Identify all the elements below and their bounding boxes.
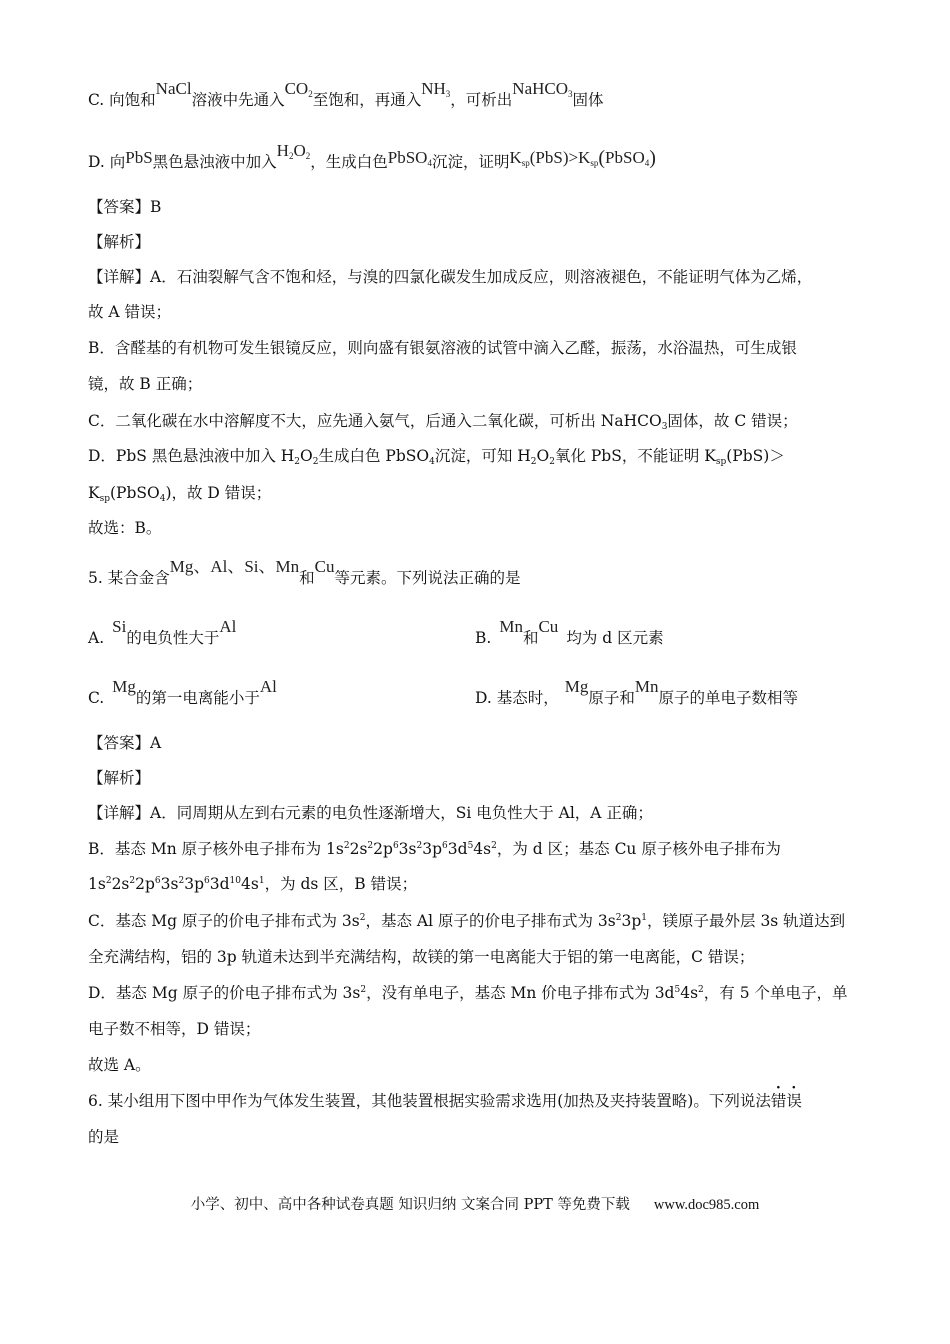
q5-detail-d-line1 xyxy=(88,986,848,1002)
superscript: 5 xyxy=(467,841,474,851)
text: 3p xyxy=(621,912,642,930)
text: 沉淀，可知 H xyxy=(434,447,531,465)
formula-part: O xyxy=(293,141,306,160)
footer-url: www.doc985.com xyxy=(653,1197,760,1213)
text: D．PbS 黑色悬浊液中加入 H xyxy=(88,447,295,465)
page-footer xyxy=(0,1193,950,1214)
text: 3d xyxy=(447,840,468,858)
text: 4s xyxy=(473,840,492,858)
emphasis-char: 误 xyxy=(786,1092,802,1110)
text: 生成白色 PbSO xyxy=(318,447,430,465)
q4-conclusion: 故选：B。 xyxy=(88,519,162,537)
superscript: 2 xyxy=(178,876,185,886)
subscript: 2 xyxy=(530,457,537,467)
footer-text: 小学、初中、高中各种试卷真题 知识归纳 文案合同 PPT 等免费下载 xyxy=(190,1197,630,1213)
superscript: 5 xyxy=(674,985,681,995)
text: ，为 d 区；基态 Cu 原子核外电子排布为 xyxy=(496,840,781,858)
text: 3d xyxy=(209,875,230,893)
text: 均为 d 区元素 xyxy=(566,629,664,647)
text: O xyxy=(536,447,550,465)
text: 原子和 xyxy=(588,689,635,707)
formula-al: Al xyxy=(219,617,237,636)
text: D. 向 xyxy=(88,153,126,171)
text: 3s xyxy=(160,875,179,893)
text: 至饱和，再通入 xyxy=(312,91,422,109)
q6-stem-line2: 的是 xyxy=(88,1128,120,1146)
subscript: 2 xyxy=(305,151,311,161)
q4-detail-a-line1: 【详解】A．石油裂解气含不饱和烃，与溴的四氯化碳发生加成反应，则溶液褪色，不能证明气体为乙烯， xyxy=(88,268,813,286)
formula-cu: Cu xyxy=(314,557,335,576)
text: 5. 某合金含 xyxy=(88,569,170,587)
formula-part: CO xyxy=(284,79,309,98)
text: 沉淀，证明 xyxy=(431,153,510,171)
text: 3p xyxy=(184,875,205,893)
text: 1s xyxy=(88,875,106,893)
superscript: 2 xyxy=(491,841,497,851)
text: 氧化 PbS，不能证明 K xyxy=(554,447,716,465)
text: 4s xyxy=(680,984,699,1002)
text: D. 基态时， xyxy=(475,689,559,707)
text: 固体 xyxy=(572,91,604,109)
formula-al: Al xyxy=(259,677,277,696)
superscript: 2 xyxy=(416,841,423,851)
superscript: 2 xyxy=(367,841,374,851)
superscript: 2 xyxy=(698,985,704,995)
q4-detail-a-line2: 故 A 错误； xyxy=(88,303,172,321)
q5-detail-a: 【详解】A．同周期从左到右元素的电负性逐渐增大，Si 电负性大于 Al，A 正确； xyxy=(88,804,653,822)
formula-part: (PbS)>K xyxy=(529,148,591,167)
q4-jiexi: 【解析】 xyxy=(88,233,151,251)
formula-pbs: PbS xyxy=(125,148,153,167)
text: 固体，故 C 错误； xyxy=(667,412,798,430)
text: ，没有单电子，基态 Mn 价电子排布式为 3d xyxy=(366,984,675,1002)
text: B．基态 Mn 原子核外电子排布为 1s xyxy=(88,840,344,858)
q5-option-d xyxy=(475,677,799,707)
text: D．基态 Mg 原子的价电子排布式为 3s xyxy=(88,984,361,1002)
superscript: 10 xyxy=(229,876,241,886)
text: 溶液中先通入 xyxy=(191,91,285,109)
formula-pbso4 xyxy=(388,148,432,167)
q5-stem xyxy=(88,557,521,587)
text: C．二氧化碳在水中溶解度不大，应先通入氨气，后通入二氧化碳，可析出 NaHCO xyxy=(88,412,662,430)
formula-part: NaHCO xyxy=(512,79,569,98)
q4-detail-d-line1 xyxy=(88,449,785,465)
subscript: 2 xyxy=(312,457,319,467)
text: 3s xyxy=(398,840,417,858)
q5-detail-b-line1 xyxy=(88,842,781,858)
formula-part: PbSO xyxy=(387,148,428,167)
superscript: 2 xyxy=(360,985,367,995)
q5-option-c xyxy=(88,677,277,707)
formula-mn: Mn xyxy=(634,677,659,696)
formula-part: K xyxy=(509,148,522,167)
text: 3p xyxy=(422,840,443,858)
subscript: 2 xyxy=(294,457,301,467)
text: C. 向饱和 xyxy=(88,91,156,109)
text: 的第一电离能小于 xyxy=(135,689,260,707)
q4-detail-d-line2 xyxy=(88,486,271,502)
formula-part: NH xyxy=(421,79,446,98)
formula-elements: Mg、Al、Si、Mn xyxy=(169,557,300,576)
text: ，基态 Al 原子的价电子排布式为 3s xyxy=(365,912,616,930)
q5-option-a xyxy=(88,617,237,647)
text: 的电负性大于 xyxy=(126,629,220,647)
formula-mg: Mg xyxy=(564,677,589,696)
text: ，有 5 个单电子，单 xyxy=(703,984,848,1002)
text: 2s xyxy=(349,840,368,858)
superscript: 6 xyxy=(392,841,399,851)
formula-part: H xyxy=(276,141,289,160)
q5-detail-b-line2 xyxy=(88,877,417,893)
formula-mg: Mg xyxy=(112,677,136,696)
superscript: 2 xyxy=(129,876,136,886)
q6-stem-line1 xyxy=(88,1094,802,1110)
text: 原子的单电子数相等 xyxy=(658,689,799,707)
text: ，为 ds 区，B 错误； xyxy=(264,875,418,893)
subscript: 4 xyxy=(427,158,432,168)
text: 2s xyxy=(111,875,130,893)
text: ，可析出 xyxy=(450,91,513,109)
q5-option-b xyxy=(475,617,664,647)
superscript: 6 xyxy=(204,876,210,886)
paren: ) xyxy=(649,147,656,169)
text: A. xyxy=(88,629,105,647)
text: C．基态 Mg 原子的价电子排布式为 3s xyxy=(88,912,360,930)
text: ，镁原子最外层 3s 轨道达到 xyxy=(647,912,846,930)
q4-detail-b-line2: 镜，故 B 正确； xyxy=(88,375,203,393)
subscript: 3 xyxy=(661,422,668,432)
q5-jiexi: 【解析】 xyxy=(88,769,151,787)
text: 和 xyxy=(522,629,539,647)
formula-ksp-compare xyxy=(509,148,655,167)
text: B. xyxy=(475,629,492,647)
text: )，故 D 错误； xyxy=(165,484,272,502)
text: K xyxy=(88,484,100,502)
subscript: sp xyxy=(590,158,599,168)
subscript: 2 xyxy=(549,457,555,467)
q4-option-c xyxy=(88,79,604,109)
formula-h2o2 xyxy=(277,141,311,160)
text: ，生成白色 xyxy=(310,153,388,171)
subscript: 2 xyxy=(288,151,294,161)
q5-detail-c-line2: 全充满结构，铝的 3p 轨道未达到半充满结构，故镁的第一电离能大于铝的第一电离能，C 错误； xyxy=(88,948,755,966)
text: 等元素。下列说法正确的是 xyxy=(334,569,521,587)
formula-cu: Cu xyxy=(538,617,559,636)
superscript: 2 xyxy=(615,913,622,923)
q5-answer: 【答案】A xyxy=(88,734,162,752)
superscript: 2 xyxy=(359,913,366,923)
paren: ( xyxy=(598,147,606,169)
superscript: 1 xyxy=(258,876,265,886)
q5-conclusion: 故选 A。 xyxy=(88,1056,151,1074)
text: 2p xyxy=(373,840,393,858)
subscript: 4 xyxy=(644,158,650,168)
q5-detail-d-line2: 电子数不相等，D 错误； xyxy=(88,1020,261,1038)
subscript: sp xyxy=(521,158,530,168)
text: 黑色悬浊液中加入 xyxy=(152,153,277,171)
q5-detail-c-line1 xyxy=(88,914,845,930)
formula-nh3 xyxy=(421,79,450,98)
emphasis-char: 错 xyxy=(770,1092,787,1110)
superscript: 6 xyxy=(154,876,161,886)
text: 2p xyxy=(135,875,155,893)
subscript: sp xyxy=(99,494,110,504)
text: (PbS)＞ xyxy=(726,447,785,465)
text: O xyxy=(300,447,313,465)
q4-answer: 【答案】B xyxy=(88,198,162,216)
formula-part: PbSO xyxy=(605,148,645,167)
subscript: 4 xyxy=(429,457,435,467)
text: 6. 某小组用下图中甲作为气体发生装置，其他装置根据实验需求选用(加热及夹持装置略)。下列说法 xyxy=(88,1092,771,1110)
subscript: 3 xyxy=(568,89,573,99)
text: (PbSO xyxy=(109,484,160,502)
subscript: 4 xyxy=(159,494,166,504)
text: C. xyxy=(88,689,105,707)
text: 和 xyxy=(299,569,315,587)
q4-detail-c xyxy=(88,414,798,430)
formula-si: Si xyxy=(112,617,127,636)
superscript: 2 xyxy=(343,841,350,851)
formula-nacl: NaCl xyxy=(155,79,192,98)
formula-mn: Mn xyxy=(499,617,523,636)
superscript: 2 xyxy=(105,876,112,886)
subscript: sp xyxy=(715,457,727,467)
formula-co2 xyxy=(285,79,313,98)
text: 4s xyxy=(241,875,259,893)
superscript: 1 xyxy=(641,913,648,923)
formula-nahco3 xyxy=(512,79,572,98)
q4-option-d xyxy=(88,141,656,171)
superscript: 6 xyxy=(442,841,448,851)
subscript: 2 xyxy=(308,89,313,99)
q4-detail-b-line1: B．含醛基的有机物可发生银镜反应，则向盛有银氨溶液的试管中滴入乙醛，振荡，水浴温热，可生成银 xyxy=(88,339,797,357)
subscript: 3 xyxy=(445,89,451,99)
